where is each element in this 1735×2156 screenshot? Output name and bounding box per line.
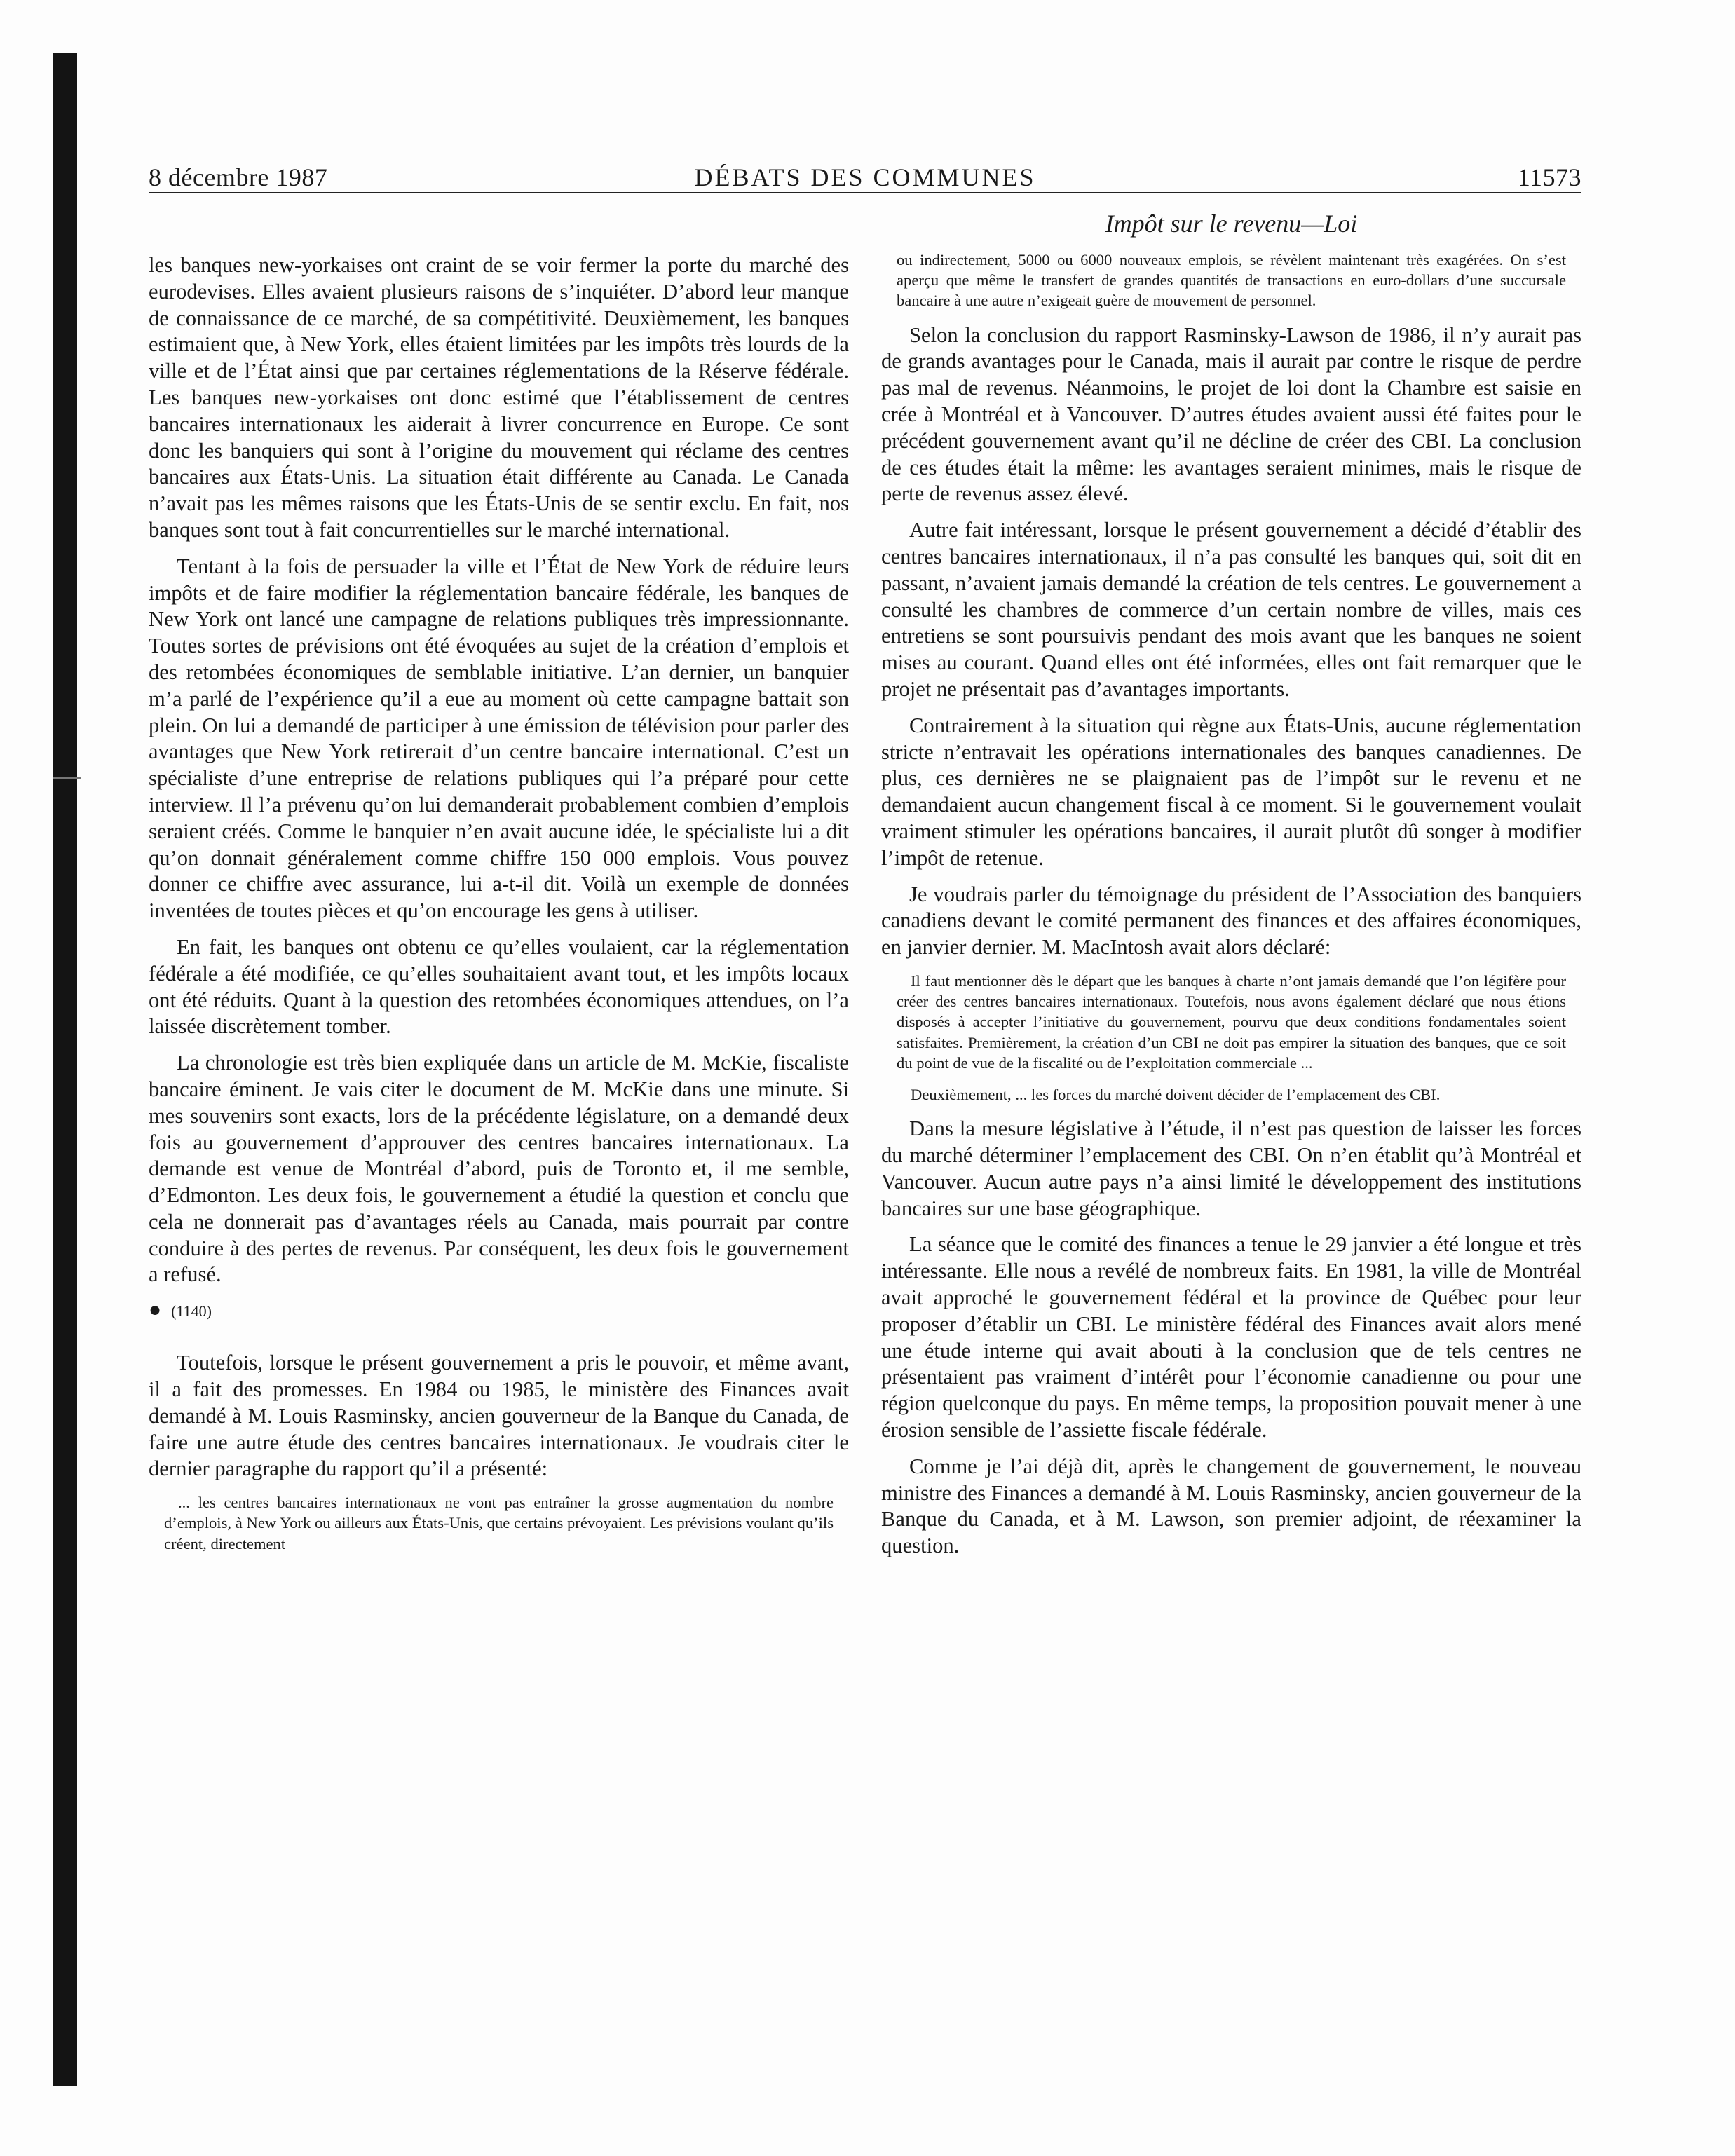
- header-date: 8 décembre 1987: [149, 163, 328, 191]
- left-column: [149, 252, 849, 2033]
- paragraph: Toutefois, lorsque le présent gouvernement a pris le pouvoir, et même avant, il a fait des promesses. En 1984 ou 1985, le ministère des Finances avait demandé à M. Louis Rasminsky, ancien gouverneur de la Banque du Canada, de faire une autre étude des centres bancaires internationaux. Je voudrais citer le dernier paragraphe du rapport qu’il a présenté:: [149, 1351, 849, 1481]
- block-quote: Il faut mentionner dès le départ que les banques à charte n’ont jamais demandé que l’on légifère pour créer des centres bancaires internationaux. Toutefois, nous avons également déclaré que nous étions disposés à accepter l’initiative du gouvernement, pourvu que deux conditions fondamentales soient satisfaites. Premièrement, la création d’un CBI ne doit pas empirer la situation des banques, que ce soit du point de vue de la fiscalité ou de l’exploitation commerciale ...: [897, 971, 1566, 1072]
- time-marker: [149, 1298, 849, 1322]
- bullet-icon: ●: [149, 1298, 162, 1322]
- section-subject: Impôt sur le revenu—Loi: [1105, 210, 1358, 238]
- paragraph: Je voudrais parler du témoignage du président de l’Association des banquiers canadiens devant le comité permanent des finances et des affaires économiques, en janvier dernier. M. MacIntosh avait alors déclaré:: [881, 882, 1581, 960]
- scan-border: [53, 53, 77, 2086]
- paragraph: La chronologie est très bien expliquée dans un article de M. McKie, fiscaliste bancaire éminent. Je vais citer le document de M. McKie dans une minute. Si mes souvenirs sont exacts, lors de la précédente législature, on a demandé deux fois au gouvernement d’approuver des centres bancaires internationaux. La demande est venue de Montréal d’abord, puis de Toronto et, il me semble, d’Edmonton. Les deux fois, le gouvernement a étudié la question et conclu que cela ne donnerait pas d’avantages réels au Canada, mais pourrait par contre conduire à des pertes de revenus. Par conséquent, les deux fois le gouvernement a refusé.: [149, 1051, 849, 1287]
- block-quote: ou indirectement, 5000 ou 6000 nouveaux emplois, se révèlent maintenant très exagérées. On s’est aperçu que même le transfert de grandes quantités de transactions en euro-dollars d’une succursale bancaire à une autre n’exigeait guère de mouvement de personnel.: [897, 251, 1566, 310]
- paragraph: La séance que le comité des finances a tenue le 29 janvier a été longue et très intéressante. Elle nous a revélé de nombreux faits. En 1981, la ville de Montréal avait approché le gouvernement fédéral et la province de Québec pour leur proposer d’établir un CBI. Le ministère fédéral des Finances avait alors mené une étude interne qui avait abouti à la conclusion que de tels centres ne présentaient pas vraiment d’intérêt pour l’économie canadienne ou pour une région quelconque du pays. En même temps, la proposition pouvait mener à une érosion sensible de l’assiette fiscale fédérale.: [881, 1232, 1581, 1442]
- block-quote: ... les centres bancaires internationaux ne vont pas entraîner la grosse augmentation du nombre d’emplois, à New York ou ailleurs aux États-Unis, que certains prévoyaient. Les prévisions voulant qu’ils créent, directement: [164, 1494, 834, 1553]
- paragraph: Contrairement à la situation qui règne aux États-Unis, aucune réglementation stricte n’entravait les opérations internationales des banques canadiennes. De plus, ces dernières ne se plaignaient pas de l’impôt sur le revenu et ne demandaient aucun changement fiscal à ce moment. Si le gouvernement voulait vraiment stimuler les opérations bancaires, il aurait plutôt dû songer à modifier l’impôt de retenue.: [881, 713, 1581, 870]
- time-marker-text: (1140): [171, 1302, 212, 1321]
- paragraph: En fait, les banques ont obtenu ce qu’elles voulaient, car la réglementation fédérale a été modifiée, ce qu’elles souhaitaient avant tout, et les impôts locaux ont été réduits. Quant à la question des retombées économiques attendues, on l’a laissée discrètement tomber.: [149, 934, 849, 1039]
- paragraph: Autre fait intéressant, lorsque le présent gouvernement a décidé d’établir des centres bancaires internationaux, il n’a pas consulté les banques qui, soit dit en passant, n’avaient jamais demandé la création de tels centres. Le gouvernement a consulté les chambres de commerce d’un certain nombre de villes, mais ces entretiens se sont poursuivis pendant des mois avant que les banques ne soient mises au courant. Quand elles ont été informées, elles ont fait remarquer que le projet ne présentait pas d’avantages importants.: [881, 518, 1581, 701]
- block-quote: Deuxièmement, ... les forces du marché doivent décider de l’emplacement des CBI.: [911, 1085, 1441, 1103]
- header-publication: DÉBATS DES COMMUNES: [694, 163, 1036, 191]
- paragraph: Comme je l’ai déjà dit, après le changement de gouvernement, le nouveau ministre des Finances a demandé à M. Louis Rasminsky, ancien gouverneur de la Banque du Canada, et à M. Lawson, son premier adjoint, de réexaminer la question.: [881, 1454, 1581, 1558]
- header-page-number: 11573: [1517, 163, 1581, 191]
- right-column: [881, 250, 1581, 2030]
- paragraph: les banques new-yorkaises ont craint de se voir fermer la porte du marché des eurodevises. Elles avaient plusieurs raisons de s’inquiéter. D’abord leur manque de connaissance de ce marché, de sa compétitivité. Deuxièmement, les banques estimaient que, à New York, elles étaient limitées par les impôts très lourds de la ville et de l’État ainsi que par certaines réglementations de la Réserve fédérale. Les banques new-yorkaises ont donc estimé que l’établissement de centres bancaires internationaux les aiderait à livrer concurrence en Europe. Ce sont donc les banquiers qui sont à l’origine du mouvement qui réclame des centres bancaires aux États-Unis. La situation était différente au Canada. Le Canada n’avait pas les mêmes raisons que les États-Unis de se sentir exclu. En fait, nos banques sont tout à fait concurrentielles sur le marché international.: [149, 253, 849, 542]
- paragraph: Selon la conclusion du rapport Rasminsky-Lawson de 1986, il n’y aurait pas de grands avantages pour le Canada, mais il aurait par contre le risque de perdre pas mal de revenus. Néanmoins, le projet de loi dont la Chambre est saisie en crée à Montréal et à Vancouver. D’autres études avaient aussi été faites pour le précédent gouvernement avant qu’il ne décline de créer des CBI. La conclusion de ces études était la même: les avantages seraient minimes, mais le risque de perte de revenus assez élevé.: [881, 322, 1581, 506]
- header-rule: [149, 192, 1581, 193]
- paragraph: Tentant à la fois de persuader la ville et l’État de New York de réduire leurs impôts et de faire modifier la réglementation bancaire fédérale, les banques de New York ont lancé une campagne de relations publiques très impressionnante. Toutes sortes de prévisions ont été évoquées au sujet de la création d’emplois et des retombées économiques de semblable initiative. L’an dernier, un banquier m’a parlé de l’expérience qu’il a eue au moment où cette campagne battait son plein. On lui a demandé de participer à une émission de télévision pour parler des avantages que New York retirerait d’un centre bancaire international. C’est un spécialiste d’une entreprise de relations publiques qui l’a préparé pour cette interview. Il l’a prévenu qu’on lui demanderait probablement combien d’emplois seraient créés. Comme le banquier n’en avait aucune idée, le spécialiste lui a dit qu’on donnait généralement comme chiffre 150 000 emplois. Vous pouvez donner ce chiffre avec assurance, lui a-t-il dit. Voilà un exemple de données inventées de toutes pièces et qu’on encourage les gens à utiliser.: [149, 554, 849, 923]
- scan-mark: [53, 777, 81, 779]
- paragraph: Dans la mesure législative à l’étude, il n’est pas question de laisser les forces du marché déterminer l’emplacement des CBI. On n’en établit qu’à Montréal et Vancouver. Aucun autre pays n’a ainsi limité le développement des institutions bancaires sur une base géographique.: [881, 1117, 1581, 1220]
- page-header: [149, 158, 1581, 196]
